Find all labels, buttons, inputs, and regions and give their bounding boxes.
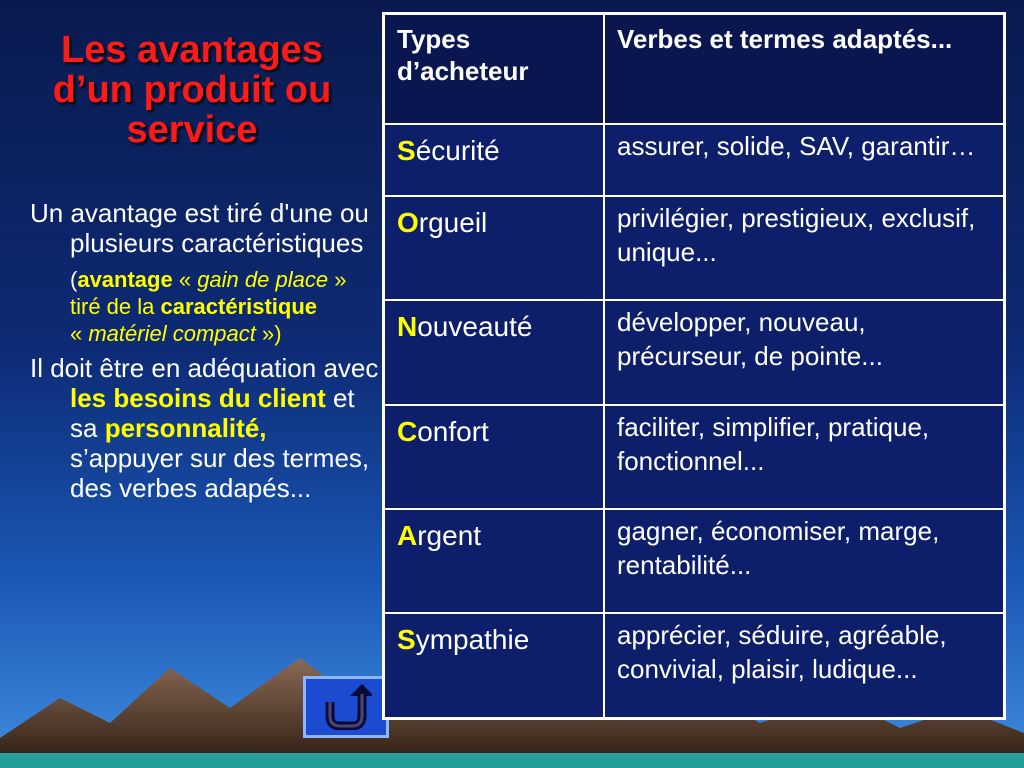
type-rest: ouveauté [417,311,533,343]
table-row [384,509,1005,613]
open-paren: ( [70,267,78,292]
type-rest: rgent [417,520,482,552]
paragraph1-example [30,266,380,347]
terms-cell: apprécier, séduire, agréable, convivial, plaisir, ludique... [604,613,1005,718]
paragraph-adequation [30,353,380,503]
terms-cell: privilégier, prestigieux, exclusif, unique... [604,196,1005,300]
back-navigation-button[interactable] [303,676,389,738]
buyer-type-orgueil [384,196,605,300]
terms-cell: gagner, économiser, marge, rentabilité... [604,509,1005,613]
type-initial: S [397,134,416,166]
caracteristique-word: caractéristique [160,294,318,319]
open-quote1: « [172,267,198,292]
avantage-word: avantage [77,267,173,292]
header-types-acheteur: Types d’acheteur [384,14,605,124]
buyer-type-securite [384,124,605,196]
slide-body [30,198,380,511]
personnalite: personnalité, [104,413,267,443]
buyer-types-table [382,12,1006,720]
buyer-type-nouveaute [384,300,605,404]
buyer-type-confort [384,405,605,509]
terms-cell: faciliter, simplifier, pratique, fonctionnel... [604,405,1005,509]
table-row [384,196,1005,300]
terms-cell: assurer, solide, SAV, garantir… [604,124,1005,196]
paragraph-avantage [30,198,380,258]
header-verbes-termes: Verbes et termes adaptés... [604,14,1005,124]
type-initial: N [397,311,418,343]
type-rest: onfort [417,415,489,447]
type-rest: ympathie [415,624,530,656]
terms-cell: développer, nouveau, précurseur, de pointe... [604,300,1005,404]
close-quote2: ») [255,321,282,346]
type-initial: O [397,207,419,239]
slide-title: Les avantages d’un produit ou service [52,29,332,151]
paragraph2-part1: Il doit être en adéquation avec [30,353,379,383]
u-turn-arrow-icon [320,684,372,730]
gain-de-place: gain de place [197,267,329,292]
table-header-row [384,14,1005,124]
type-initial: C [397,415,418,447]
besoins-du-client: les besoins du client [70,383,326,413]
paragraph2-part2: et sa [70,383,355,443]
table-row [384,300,1005,404]
buyer-type-argent [384,509,605,613]
table-row [384,405,1005,509]
table-row [384,613,1005,718]
type-rest: rgueil [418,207,488,239]
tire-de-la: tiré de la [70,294,161,319]
type-initial: S [397,624,416,656]
paragraph1-lead: Un avantage est tiré d'une ou plusieurs caractéristiques [30,198,369,258]
type-initial: A [397,520,418,552]
materiel-compact: matériel compact [88,321,256,346]
paragraph2-part3: s’appuyer sur des termes, des verbes adapés... [70,443,370,503]
buyer-type-sympathie [384,613,605,718]
close-quote1: » [328,267,347,292]
type-rest: écurité [415,134,500,166]
table-row [384,124,1005,196]
open-quote2: « [70,321,89,346]
